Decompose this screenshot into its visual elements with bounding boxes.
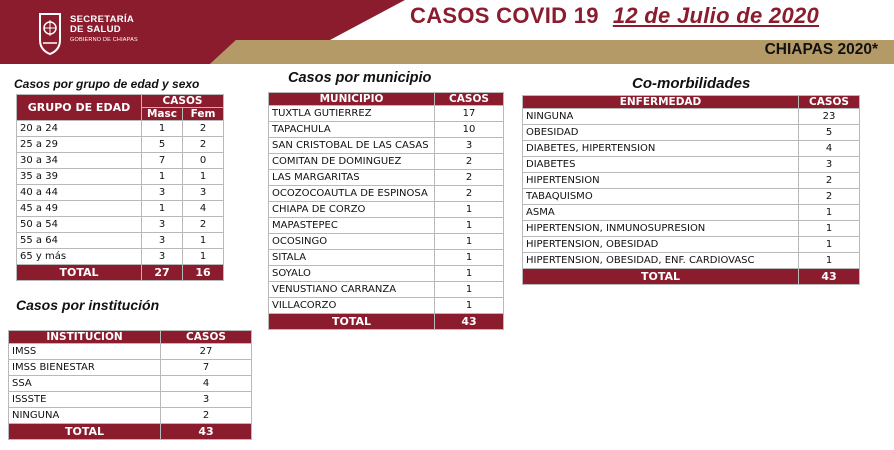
institution-cases-header: CASOS xyxy=(161,331,252,344)
institution-name-cell: IMSS xyxy=(9,344,161,360)
municipality-row xyxy=(269,202,504,218)
disease-cases-cell: 3 xyxy=(799,157,860,173)
age-row xyxy=(17,233,224,249)
age-group-cell: 50 a 54 xyxy=(17,217,142,233)
comorbidity-row xyxy=(523,157,860,173)
age-sex-title: Casos por grupo de edad y sexo xyxy=(14,77,200,91)
municipality-cases-cell: 1 xyxy=(435,298,504,314)
institution-cases-cell: 4 xyxy=(161,376,252,392)
masc-cases-cell: 1 xyxy=(142,169,183,185)
municipality-row xyxy=(269,250,504,266)
municipality-cases-cell: 17 xyxy=(435,106,504,122)
municipality-total-value: 43 xyxy=(435,314,504,330)
report-date: 12 de Julio de 2020 xyxy=(612,3,820,28)
fem-cases-cell: 2 xyxy=(183,137,224,153)
institution-total-label: TOTAL xyxy=(9,424,161,440)
age-group-cell: 40 a 44 xyxy=(17,185,142,201)
municipality-name-cell: OCOZOCOAUTLA DE ESPINOSA xyxy=(269,186,435,202)
municipality-name-cell: SOYALO xyxy=(269,266,435,282)
municipality-cases-cell: 1 xyxy=(435,282,504,298)
age-row xyxy=(17,121,224,137)
municipality-name-cell: COMITAN DE DOMINGUEZ xyxy=(269,154,435,170)
municipality-cases-cell: 1 xyxy=(435,266,504,282)
logo-text xyxy=(70,15,138,44)
comorbidity-row xyxy=(523,205,860,221)
municipality-title: Casos por municipio xyxy=(288,70,432,86)
age-row xyxy=(17,169,224,185)
institution-cases-cell: 3 xyxy=(161,392,252,408)
masc-cases-cell: 5 xyxy=(142,137,183,153)
fem-cases-cell: 2 xyxy=(183,217,224,233)
municipality-name-cell: CHIAPA DE CORZO xyxy=(269,202,435,218)
municipality-row xyxy=(269,282,504,298)
age-group-cell: 20 a 24 xyxy=(17,121,142,137)
municipality-table xyxy=(268,92,504,330)
comorbidities-title: Co-morbilidades xyxy=(632,75,751,92)
fem-cases-cell: 4 xyxy=(183,201,224,217)
state-label: CHIAPAS 2020* xyxy=(764,41,878,58)
municipality-name-cell: VILLACORZO xyxy=(269,298,435,314)
institution-name-header: INSTITUCION xyxy=(9,331,161,344)
comorbidity-row xyxy=(523,125,860,141)
comorbidities-total-label: TOTAL xyxy=(523,269,799,285)
institution-name-cell: NINGUNA xyxy=(9,408,161,424)
age-group-cell: 25 a 29 xyxy=(17,137,142,153)
disease-name-cell: HIPERTENSION, OBESIDAD xyxy=(523,237,799,253)
institution-cases-cell: 7 xyxy=(161,360,252,376)
disease-name-cell: NINGUNA xyxy=(523,109,799,125)
disease-cases-cell: 4 xyxy=(799,141,860,157)
disease-cases-cell: 1 xyxy=(799,237,860,253)
municipality-name-cell: SAN CRISTOBAL DE LAS CASAS xyxy=(269,138,435,154)
municipality-cases-cell: 1 xyxy=(435,234,504,250)
age-group-cell: 45 a 49 xyxy=(17,201,142,217)
age-cases-header: CASOS xyxy=(142,95,224,108)
institution-row xyxy=(9,360,252,376)
municipality-name-cell: TUXTLA GUTIERREZ xyxy=(269,106,435,122)
disease-name-cell: TABAQUISMO xyxy=(523,189,799,205)
disease-cases-cell: 2 xyxy=(799,173,860,189)
age-sex-table xyxy=(16,94,224,281)
masc-cases-cell: 3 xyxy=(142,217,183,233)
municipality-row xyxy=(269,138,504,154)
age-row xyxy=(17,137,224,153)
fem-cases-cell: 1 xyxy=(183,249,224,265)
municipality-row xyxy=(269,186,504,202)
institution-total-value: 43 xyxy=(161,424,252,440)
institution-row xyxy=(9,344,252,360)
municipality-cases-cell: 3 xyxy=(435,138,504,154)
municipality-cases-header: CASOS xyxy=(435,93,504,106)
disease-cases-cell: 23 xyxy=(799,109,860,125)
disease-name-cell: DIABETES, HIPERTENSION xyxy=(523,141,799,157)
municipality-row xyxy=(269,170,504,186)
municipality-name-cell: VENUSTIANO CARRANZA xyxy=(269,282,435,298)
age-row xyxy=(17,249,224,265)
municipality-cases-cell: 2 xyxy=(435,154,504,170)
municipality-name-cell: MAPASTEPEC xyxy=(269,218,435,234)
disease-header: ENFERMEDAD xyxy=(523,96,799,109)
age-group-cell: 35 a 39 xyxy=(17,169,142,185)
municipality-name-cell: OCOSINGO xyxy=(269,234,435,250)
masc-header: Masc xyxy=(142,108,183,121)
institution-row xyxy=(9,408,252,424)
comorbidity-row xyxy=(523,253,860,269)
municipality-name-cell: LAS MARGARITAS xyxy=(269,170,435,186)
institution-cases-cell: 2 xyxy=(161,408,252,424)
masc-cases-cell: 1 xyxy=(142,121,183,137)
comorbidity-row xyxy=(523,173,860,189)
age-group-header: GRUPO DE EDAD xyxy=(17,95,142,121)
institution-name-cell: ISSSTE xyxy=(9,392,161,408)
institution-cases-cell: 27 xyxy=(161,344,252,360)
comorbidity-row xyxy=(523,221,860,237)
age-row xyxy=(17,217,224,233)
institution-row xyxy=(9,392,252,408)
comorbidities-total-value: 43 xyxy=(799,269,860,285)
municipality-total-label: TOTAL xyxy=(269,314,435,330)
fem-cases-cell: 1 xyxy=(183,233,224,249)
municipality-row xyxy=(269,154,504,170)
age-total-masc: 27 xyxy=(142,265,183,281)
institution-title: Casos por institución xyxy=(16,297,160,313)
logo-line-1: SECRETARÍA xyxy=(70,14,135,25)
disease-cases-cell: 2 xyxy=(799,189,860,205)
institution-total-row xyxy=(9,424,252,440)
age-total-row xyxy=(17,265,224,281)
age-group-cell: 30 a 34 xyxy=(17,153,142,169)
municipality-cases-cell: 10 xyxy=(435,122,504,138)
disease-cases-cell: 5 xyxy=(799,125,860,141)
disease-name-cell: HIPERTENSION, INMUNOSUPRESION xyxy=(523,221,799,237)
age-group-cell: 55 a 64 xyxy=(17,233,142,249)
municipality-cases-cell: 1 xyxy=(435,250,504,266)
disease-name-cell: OBESIDAD xyxy=(523,125,799,141)
municipality-total-row xyxy=(269,314,504,330)
fem-cases-cell: 0 xyxy=(183,153,224,169)
municipality-row xyxy=(269,218,504,234)
age-row xyxy=(17,153,224,169)
age-total-label: TOTAL xyxy=(17,265,142,281)
municipality-cases-cell: 1 xyxy=(435,218,504,234)
municipality-row xyxy=(269,106,504,122)
municipality-name-header: MUNICIPIO xyxy=(269,93,435,106)
masc-cases-cell: 3 xyxy=(142,233,183,249)
comorbidities-cases-header: CASOS xyxy=(799,96,860,109)
disease-name-cell: HIPERTENSION xyxy=(523,173,799,189)
masc-cases-cell: 3 xyxy=(142,185,183,201)
logo-line-2: DE SALUD xyxy=(70,23,121,35)
fem-cases-cell: 1 xyxy=(183,169,224,185)
page-title-text: CASOS COVID 19 xyxy=(410,3,599,28)
disease-name-cell: DIABETES xyxy=(523,157,799,173)
disease-cases-cell: 1 xyxy=(799,205,860,221)
comorbidity-row xyxy=(523,237,860,253)
masc-cases-cell: 3 xyxy=(142,249,183,265)
disease-name-cell: HIPERTENSION, OBESIDAD, ENF. CARDIOVASC xyxy=(523,253,799,269)
disease-cases-cell: 1 xyxy=(799,253,860,269)
municipality-cases-cell: 2 xyxy=(435,186,504,202)
fem-cases-cell: 3 xyxy=(183,185,224,201)
municipality-name-cell: TAPACHULA xyxy=(269,122,435,138)
page-title xyxy=(410,3,819,29)
comorbidity-row xyxy=(523,141,860,157)
age-group-cell: 65 y más xyxy=(17,249,142,265)
comorbidities-table xyxy=(522,95,860,285)
fem-header: Fem xyxy=(183,108,224,121)
age-row xyxy=(17,185,224,201)
institution-name-cell: SSA xyxy=(9,376,161,392)
comorbidity-row xyxy=(523,189,860,205)
municipality-row xyxy=(269,122,504,138)
disease-name-cell: ASMA xyxy=(523,205,799,221)
municipality-row xyxy=(269,234,504,250)
institution-name-cell: IMSS BIENESTAR xyxy=(9,360,161,376)
fem-cases-cell: 2 xyxy=(183,121,224,137)
municipality-row xyxy=(269,298,504,314)
age-total-fem: 16 xyxy=(183,265,224,281)
masc-cases-cell: 1 xyxy=(142,201,183,217)
municipality-cases-cell: 2 xyxy=(435,170,504,186)
municipality-row xyxy=(269,266,504,282)
logo-line-3: GOBIERNO DE CHIAPAS xyxy=(70,37,138,43)
disease-cases-cell: 1 xyxy=(799,221,860,237)
comorbidity-row xyxy=(523,109,860,125)
comorbidities-total-row xyxy=(523,269,860,285)
institution-table xyxy=(8,330,252,440)
institution-row xyxy=(9,376,252,392)
municipality-name-cell: SITALA xyxy=(269,250,435,266)
municipality-cases-cell: 1 xyxy=(435,202,504,218)
age-row xyxy=(17,201,224,217)
health-secretariat-logo xyxy=(34,10,66,56)
masc-cases-cell: 7 xyxy=(142,153,183,169)
